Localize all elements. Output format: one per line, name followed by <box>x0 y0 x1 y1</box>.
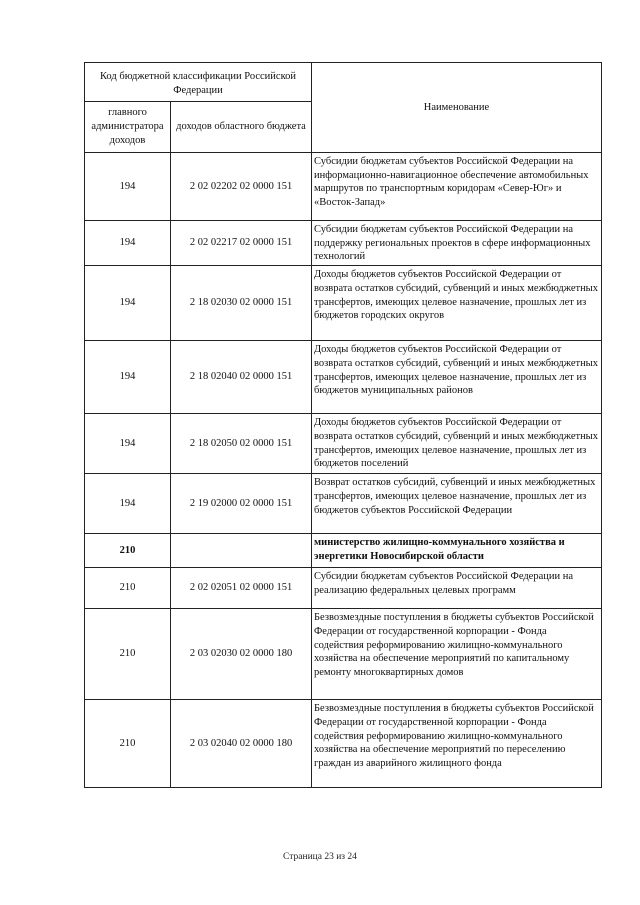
revenue-name-cell: Субсидии бюджетам субъектов Российской Федерации на реализацию федеральных целевых программ <box>312 568 602 609</box>
table-row <box>85 568 602 609</box>
revenue-name-cell: Доходы бюджетов субъектов Российской Федерации от возврата остатков субсидий, субвенций и иных межбюджетных трансфертов, имеющих целевое назначение, прошлых лет из бюджетов поселений <box>312 414 602 474</box>
admin-code-cell: 194 <box>85 153 171 221</box>
revenue-code-cell: 2 03 02040 02 0000 180 <box>171 700 312 788</box>
admin-code-cell: 210 <box>85 700 171 788</box>
revenue-code-cell: 2 02 02051 02 0000 151 <box>171 568 312 609</box>
table-row <box>85 414 602 474</box>
admin-code-cell: 194 <box>85 414 171 474</box>
table-row-ministry <box>85 534 602 568</box>
revenue-code-cell: 2 02 02217 02 0000 151 <box>171 221 312 266</box>
header-regional-budget-revenue: доходов областного бюджета <box>171 102 312 153</box>
revenue-code-cell <box>171 534 312 568</box>
budget-classification-table <box>84 62 602 788</box>
admin-code-cell: 210 <box>85 534 171 568</box>
revenue-name-cell: Безвозмездные поступления в бюджеты субъектов Российской Федерации от государственной корпорации - Фонда содействия реформированию жилищно-коммунального хозяйства на обеспечение мероприятий по переселению граждан из аварийного жилищного фонда <box>312 700 602 788</box>
header-name: Наименование <box>312 63 602 153</box>
revenue-code-cell: 2 02 02202 02 0000 151 <box>171 153 312 221</box>
table-row <box>85 474 602 534</box>
table-body <box>85 153 602 788</box>
table-row <box>85 700 602 788</box>
revenue-name-cell: Субсидии бюджетам субъектов Российской Федерации на информационно-навигационное обеспечение автомобильных маршрутов по транспортным коридорам «Север-Юг» и «Восток-Запад» <box>312 153 602 221</box>
table-row <box>85 221 602 266</box>
table-row <box>85 609 602 700</box>
admin-code-cell: 210 <box>85 609 171 700</box>
table-row <box>85 341 602 414</box>
revenue-name-cell: Безвозмездные поступления в бюджеты субъектов Российской Федерации от государственной корпорации - Фонда содействия реформированию жилищно-коммунального хозяйства на обеспечение мероприятий по капитальному ремонту многоквартирных домов <box>312 609 602 700</box>
revenue-code-cell: 2 18 02040 02 0000 151 <box>171 341 312 414</box>
revenue-name-cell: Субсидии бюджетам субъектов Российской Федерации на поддержку региональных проектов в сфере информационных технологий <box>312 221 602 266</box>
table-row <box>85 266 602 341</box>
revenue-code-cell: 2 18 02030 02 0000 151 <box>171 266 312 341</box>
ministry-name-cell: министерство жилищно-коммунального хозяйства и энергетики Новосибирской области <box>312 534 602 568</box>
revenue-name-cell: Возврат остатков субсидий, субвенций и иных межбюджетных трансфертов, имеющих целевое назначение, прошлых лет из бюджетов субъектов Российской Федерации <box>312 474 602 534</box>
revenue-name-cell: Доходы бюджетов субъектов Российской Федерации от возврата остатков субсидий, субвенций и иных межбюджетных трансфертов, имеющих целевое назначение, прошлых лет из бюджетов городских округов <box>312 266 602 341</box>
admin-code-cell: 194 <box>85 266 171 341</box>
admin-code-cell: 210 <box>85 568 171 609</box>
revenue-code-cell: 2 18 02050 02 0000 151 <box>171 414 312 474</box>
admin-code-cell: 194 <box>85 341 171 414</box>
revenue-code-cell: 2 03 02030 02 0000 180 <box>171 609 312 700</box>
admin-code-cell: 194 <box>85 474 171 534</box>
page-number: Страница 23 из 24 <box>283 852 357 862</box>
table-row <box>85 153 602 221</box>
admin-code-cell: 194 <box>85 221 171 266</box>
revenue-name-cell: Доходы бюджетов субъектов Российской Федерации от возврата остатков субсидий, субвенций и иных межбюджетных трансфертов, имеющих целевое назначение, прошлых лет из бюджетов муниципальных районов <box>312 341 602 414</box>
header-main-administrator: главного администратора доходов <box>85 102 171 153</box>
header-classification-code: Код бюджетной классификации Российской Федерации <box>85 63 312 102</box>
revenue-code-cell: 2 19 02000 02 0000 151 <box>171 474 312 534</box>
